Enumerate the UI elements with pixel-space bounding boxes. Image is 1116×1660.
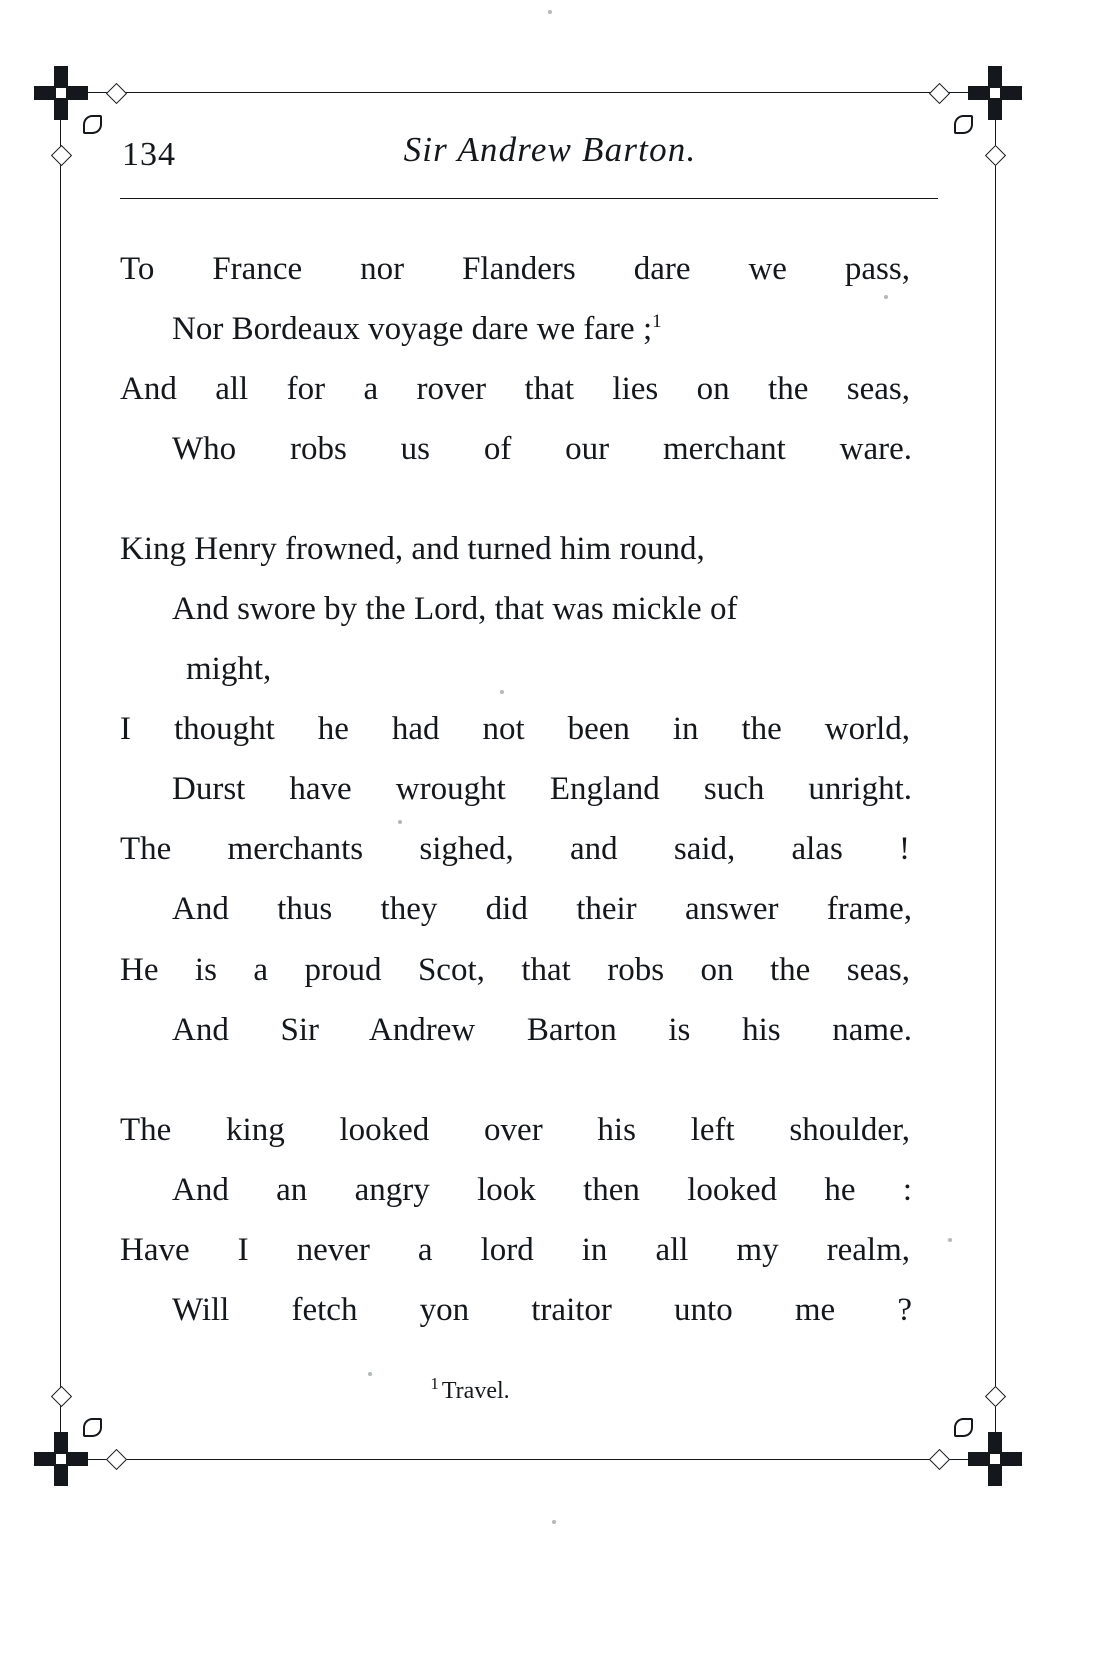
- poem-line: Will fetch yon traitor unto me ?: [172, 1291, 912, 1328]
- border-diamond-icon: [106, 82, 127, 103]
- corner-ornament-cross-icon: [32, 64, 90, 122]
- border-diamond-icon: [929, 1448, 950, 1469]
- stanza: [120, 519, 940, 1059]
- stanza: [120, 1100, 940, 1340]
- paper-speck: [552, 1520, 556, 1524]
- footnote-reference: 1: [652, 311, 662, 333]
- running-title: Sir Andrew Barton.: [403, 130, 697, 169]
- border-rule-top: [60, 92, 996, 93]
- border-diamond-icon: [984, 145, 1005, 166]
- poem-line: [120, 299, 940, 359]
- poem-line: And thus they did their answer frame,: [172, 891, 912, 928]
- poem-line: Have I never a lord in all my realm,: [120, 1231, 910, 1268]
- footnote-marker: 1: [430, 1373, 439, 1393]
- border-diamond-icon: [106, 1448, 127, 1469]
- border-diamond-icon: [929, 82, 950, 103]
- poem-line: The merchants sighed, and said, alas !: [120, 831, 910, 868]
- corner-ornament-cross-icon: [966, 64, 1024, 122]
- poem-line: He is a proud Scot, that robs on the seas,: [120, 951, 910, 988]
- corner-ornament-cross-icon: [966, 1430, 1024, 1488]
- border-diamond-icon: [50, 1386, 71, 1407]
- poem-line: And swore by the Lord, that was mickle of: [172, 591, 738, 628]
- corner-ornament-cross-icon: [32, 1430, 90, 1488]
- border-diamond-icon: [984, 1386, 1005, 1407]
- paper-speck: [884, 295, 888, 299]
- poem-line: And Sir Andrew Barton is his name.: [172, 1011, 912, 1048]
- header-rule: [120, 198, 938, 199]
- folio-number: 134: [122, 136, 176, 173]
- page-header: [120, 130, 940, 192]
- poem-line: might,: [186, 651, 272, 688]
- footnote: [120, 1374, 940, 1405]
- stanza: [120, 239, 940, 479]
- paper-speck: [398, 820, 402, 824]
- poem-line: King Henry frowned, and turned him round,: [120, 531, 705, 568]
- border-rule-left: [60, 92, 61, 1460]
- paper-speck: [500, 690, 504, 694]
- poem-line: And an angry look then looked he :: [172, 1171, 912, 1208]
- poem-line: I thought he had not been in the world,: [120, 711, 910, 748]
- border-rule-bottom: [60, 1459, 996, 1460]
- poem-line: To France nor Flanders dare we pass,: [120, 251, 910, 287]
- paper-speck: [368, 1372, 372, 1376]
- poem-line: And all for a rover that lies on the seas,: [120, 371, 910, 408]
- footnote-text: Travel.: [441, 1377, 510, 1404]
- paper-speck: [948, 1238, 952, 1242]
- poem-line: The king looked over his left shoulder,: [120, 1111, 910, 1148]
- poem-line: Durst have wrought England such unright.: [172, 771, 912, 808]
- poem-line: Who robs us of our merchant ware.: [172, 431, 912, 468]
- paper-speck: [548, 10, 552, 14]
- border-diamond-icon: [50, 145, 71, 166]
- page-content: [120, 130, 940, 1405]
- poem-line-text: Nor Bordeaux voyage dare we fare ;: [172, 311, 653, 348]
- border-rule-right: [995, 92, 996, 1460]
